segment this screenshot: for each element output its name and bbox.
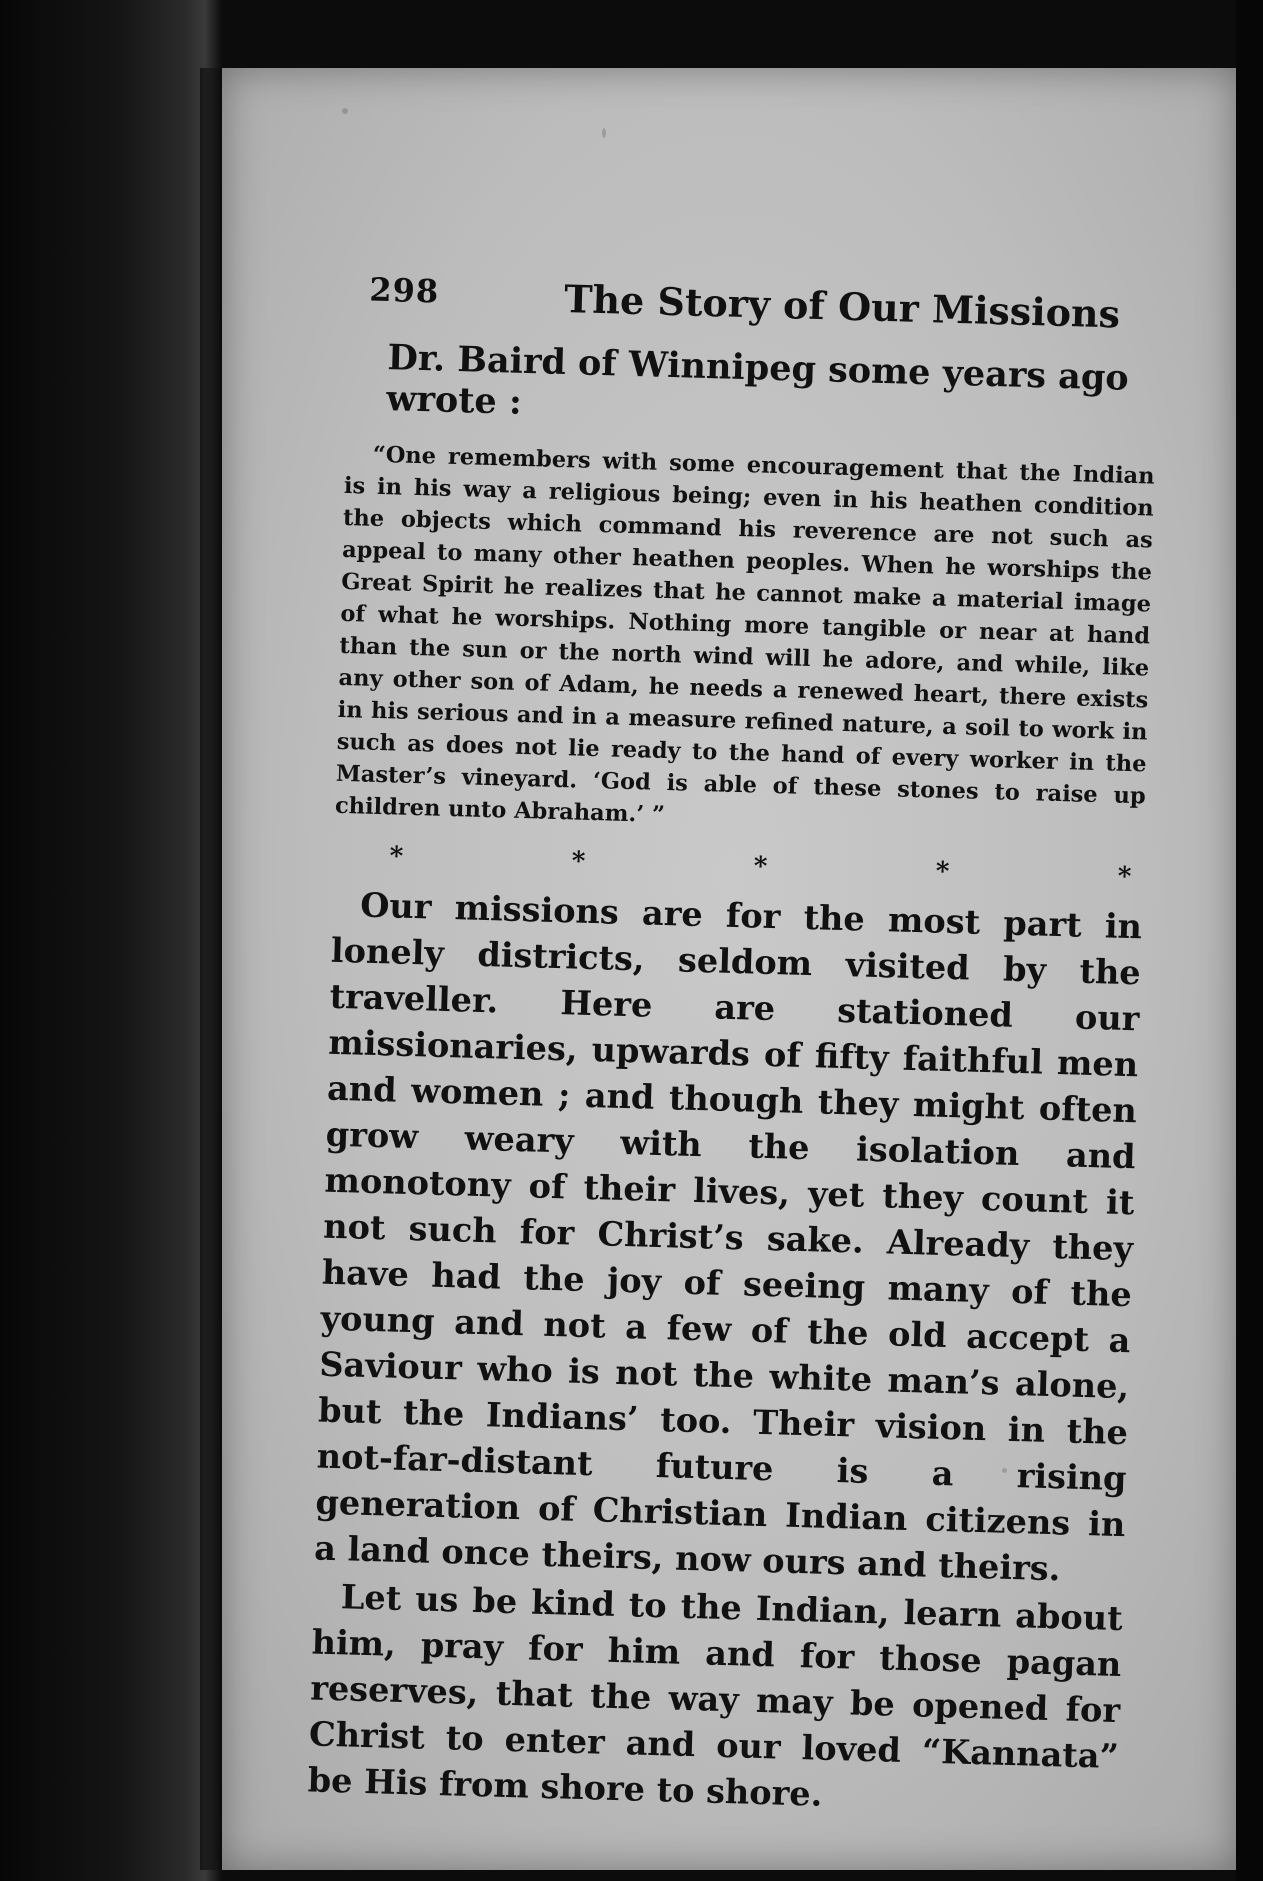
paragraph-kindness: Let us be kind to the Indian, learn about him, pray for him and for those pagan reserves, that the way may be opened for Christ to enter and our loved “Kannata” be His from shore to shore. [307, 1577, 1124, 1814]
asterisk: * [935, 856, 950, 887]
asterisk: * [571, 846, 586, 877]
intro-line: Dr. Baird of Winnipeg some years ago wrote : [385, 337, 1130, 423]
quotation: “One remembers with some encouragement that the Indian is in his way a religious being; even in his heathen condition the objects which command his reverence are not such as appeal to many other heathen peoples. When he worships the Great Spirit he realizes that he cannot make a material image of what he worships. Nothing more tangible or near at hand than the sun or the north wind will he adore, and while, like any other son of Adam, he needs a renewed heart, there exists in his serious and in a measure refined nature, a soil to work in such as does not lie ready to the hand of every worker in the Master’s vineyard. ‘God is able of these stones to raise up children unto Abraham.’ ” [334, 441, 1155, 829]
scan-edge [1236, 0, 1263, 1881]
running-title: The Story of Our Missions [563, 276, 1121, 337]
asterisk: * [753, 851, 768, 882]
page-text [307, 270, 1160, 1826]
asterisk: * [389, 841, 404, 872]
page-number: 298 [368, 270, 440, 311]
speck [342, 108, 348, 114]
asterisk: * [1117, 861, 1132, 893]
paragraph-missions: Our missions are for the most part in lonely districts, seldom visited by the traveller. Here are stationed our missionaries, upwards of fifty faithful men and women ; and though they might often grow weary with the isolation and monotony of their lives, yet they count it not such for Christ’s sake. Already they have had the joy of seeing many of the young and not a few of the old accept a Saviour who is not the white man’s alone, but the Indians’ too. Their vision in the not-far-distant future is a rising generation of Christian Indian citizens in a land once theirs, now ours and theirs. [313, 885, 1143, 1589]
speck [602, 128, 606, 138]
